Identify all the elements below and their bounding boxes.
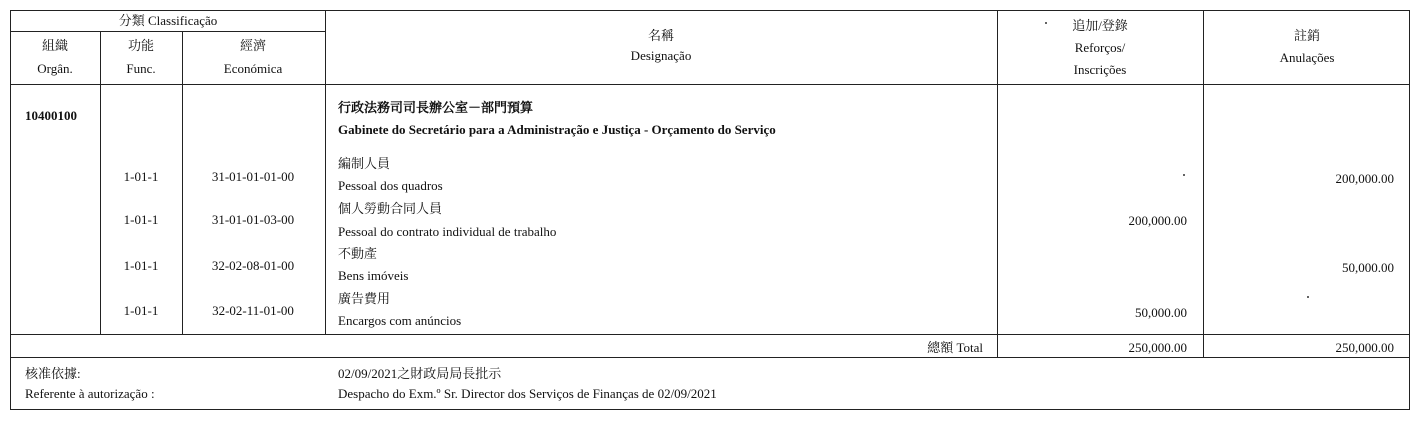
section-title-pt: Gabinete do Secretário para a Administração e Justiça - Orçamento do Serviço: [338, 122, 776, 137]
row3-name-pt: Bens imóveis: [338, 268, 409, 283]
scan-speck: [1045, 22, 1047, 24]
row4-func: 1-01-1: [123, 303, 159, 318]
organ-code: 10400100: [25, 108, 77, 123]
budget-table-frame: [10, 10, 1410, 410]
row2-econ: 31-01-01-03-00: [211, 212, 295, 227]
row1-name-zh: 編制人員: [338, 156, 391, 171]
total-label: 總額 Total: [927, 340, 983, 355]
row3-name-zh: 不動產: [338, 246, 378, 261]
row1-func: 1-01-1: [123, 169, 159, 184]
reinforce-header-zh: 追加/登錄: [1072, 18, 1128, 33]
col-divider-organ: [100, 31, 101, 335]
authorization-label-zh: 核准依據:: [25, 366, 81, 381]
reinforce-header-pt2: Inscrições: [1073, 62, 1127, 77]
row2-name-zh: 個人勞動合同人員: [338, 201, 443, 216]
rule-under-header: [10, 84, 1410, 85]
row1-name-pt: Pessoal dos quadros: [338, 178, 443, 193]
reinforce-header-pt1: Reforços/: [1074, 40, 1126, 55]
scan-speck: [1183, 174, 1185, 176]
col-divider-designation: [997, 10, 998, 358]
func-header-pt: Func.: [126, 61, 156, 76]
row1-econ: 31-01-01-01-00: [211, 169, 295, 184]
total-reinforce: 250,000.00: [1128, 340, 1187, 355]
authorization-text-pt: Despacho do Exm.º Sr. Director dos Serviços de Finanças de 02/09/2021: [338, 386, 717, 401]
cancel-header-pt: Anulações: [1279, 50, 1335, 65]
row4-name-pt: Encargos com anúncios: [338, 313, 462, 328]
row3-econ: 32-02-08-01-00: [211, 258, 295, 273]
row4-econ: 32-02-11-01-00: [212, 303, 294, 318]
col-divider-reinforce: [1203, 10, 1204, 358]
designation-header-zh: 名稱: [647, 28, 675, 43]
authorization-label-pt: Referente à autorização :: [25, 386, 155, 401]
func-header-zh: 功能: [127, 38, 155, 53]
row3-func: 1-01-1: [123, 258, 159, 273]
cancel-header-zh: 註銷: [1293, 28, 1321, 43]
col-divider-econ: [325, 10, 326, 335]
scan-speck: [1307, 296, 1309, 298]
organ-header-zh: 組織: [41, 38, 69, 53]
row2-name-pt: Pessoal do contrato individual de trabalho: [338, 224, 557, 239]
row2-func: 1-01-1: [123, 212, 159, 227]
total-cancel: 250,000.00: [1335, 340, 1394, 355]
row2-reinforce: 200,000.00: [1128, 213, 1187, 228]
rule-under-total: [10, 357, 1410, 358]
authorization-text-zh: 02/09/2021之財政局局長批示: [338, 366, 502, 381]
col-divider-func: [182, 31, 183, 335]
row4-reinforce: 50,000.00: [1135, 305, 1187, 320]
econ-header-zh: 經濟: [239, 38, 267, 53]
row4-name-zh: 廣告費用: [338, 291, 391, 306]
organ-header-pt: Orgân.: [37, 61, 73, 76]
rule-above-total: [10, 334, 1410, 335]
rule-under-classification: [10, 31, 325, 32]
classification-header: 分類 Classificação: [118, 13, 218, 28]
section-title-zh: 行政法務司司長辦公室－部門預算: [338, 100, 534, 115]
econ-header-pt: Económica: [223, 61, 283, 76]
row3-cancel: 50,000.00: [1342, 260, 1394, 275]
designation-header-pt: Designação: [630, 48, 692, 63]
row1-cancel: 200,000.00: [1335, 171, 1394, 186]
